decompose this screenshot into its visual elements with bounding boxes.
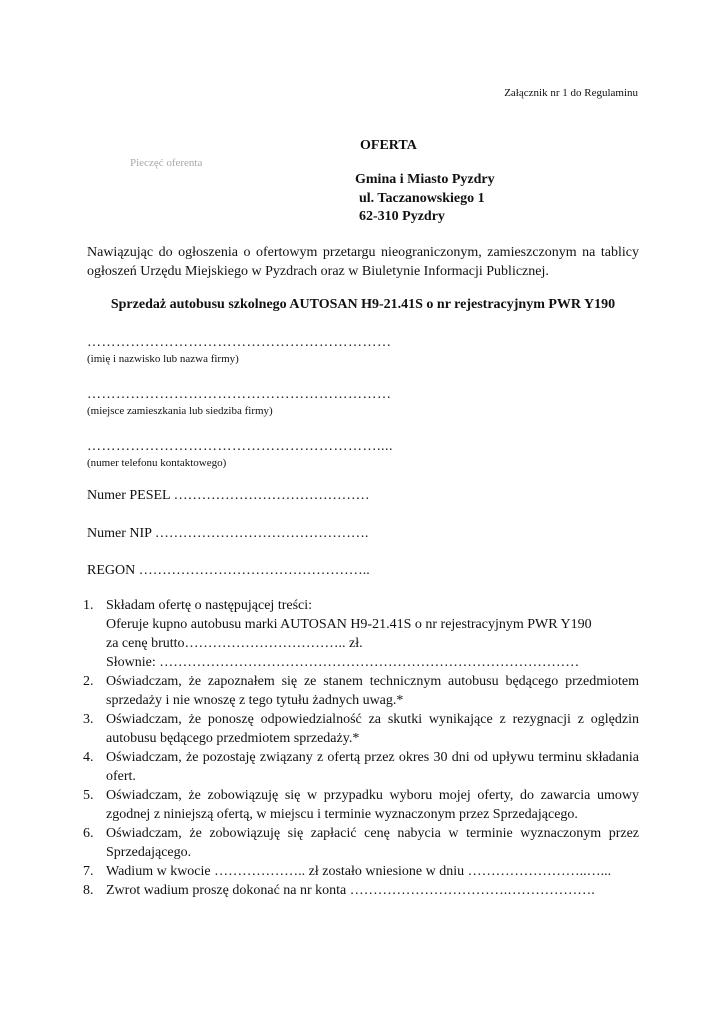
item-line: Składam ofertę o następującej treści: <box>106 598 313 613</box>
price-field[interactable]: za cenę brutto…………………………….. zł. <box>106 636 363 651</box>
name-field[interactable]: ……………………………………………………… <box>87 335 392 350</box>
declarations-list <box>83 596 639 900</box>
pesel-field[interactable]: Numer PESEL …………………………………… <box>87 488 370 503</box>
address-field-note: (miejsce zamieszkania lub siedziba firmy) <box>87 405 273 417</box>
item-text: Oświadczam, że zapoznałem się ze stanem technicznym autobusu będącego przedmiotem sprzedaży i nie wnoszę z tego tytułu żadnych uwag.* <box>106 674 639 708</box>
recipient-city: 62-310 Pyzdry <box>359 209 445 224</box>
item-number: 8. <box>83 883 94 898</box>
item-text: Oświadczam, że zobowiązuję się w przypadku wyboru mojej oferty, do zawarcia umowy zgodnej z niniejszą ofertą, w miejscu i terminie wyznaczonym przez Sprzedającego. <box>106 788 639 822</box>
list-item <box>83 862 639 881</box>
list-item <box>83 786 639 824</box>
item-text: Oświadczam, że ponoszę odpowiedzialność za skutki wynikające z rezygnacji z oględzin autobusu będącego przedmiotem sprzedaży.* <box>106 712 639 746</box>
item-number: 6. <box>83 826 94 841</box>
item-number: 2. <box>83 674 94 689</box>
list-item <box>83 710 639 748</box>
item-number: 4. <box>83 750 94 765</box>
item-number: 3. <box>83 712 94 727</box>
recipient-street: ul. Taczanowskiego 1 <box>359 191 485 206</box>
offer-subject: Sprzedaż autobusu szkolnego AUTOSAN H9-21.41S o nr rejestracyjnym PWR Y190 <box>110 297 616 312</box>
item-number: 7. <box>83 864 94 879</box>
name-field-note: (imię i nazwisko lub nazwa firmy) <box>87 353 239 365</box>
address-field[interactable]: ……………………………………………………… <box>87 387 392 402</box>
regon-field[interactable]: REGON ………………………………………….. <box>87 563 370 578</box>
account-field[interactable]: Zwrot wadium proszę dokonać na nr konta …………………………….………………. <box>106 883 595 898</box>
nip-field[interactable]: Numer NIP ………………………………………. <box>87 526 369 541</box>
document-title: OFERTA <box>360 138 417 153</box>
phone-field-note: (numer telefonu kontaktowego) <box>87 457 227 469</box>
list-item <box>83 672 639 710</box>
stamp-placeholder: Pieczęć oferenta <box>130 157 203 169</box>
item-number: 5. <box>83 788 94 803</box>
annex-label: Załącznik nr 1 do Regulaminu <box>504 87 638 99</box>
deposit-field[interactable]: Wadium w kwocie ……………….. zł zostało wniesione w dniu ……………………..…... <box>106 864 612 879</box>
item-text: Oświadczam, że pozostaję związany z ofertą przez okres 30 dni od upływu terminu składania ofert. <box>106 750 639 784</box>
list-item <box>83 881 639 900</box>
item-line: Oferuje kupno autobusu marki AUTOSAN H9-21.41S o nr rejestracyjnym PWR Y190 <box>106 617 592 632</box>
price-words-field[interactable]: Słownie: ……………………………………………………………………………… <box>106 655 580 670</box>
item-number: 1. <box>83 598 94 613</box>
phone-field[interactable]: …………………………………………………….... <box>87 439 393 454</box>
item-text: Oświadczam, że zobowiązuję się zapłacić cenę nabycia w terminie wyznaczonym przez Sprzedającego. <box>106 826 639 860</box>
recipient-name: Gmina i Miasto Pyzdry <box>355 172 495 187</box>
list-item <box>83 824 639 862</box>
list-item <box>83 748 639 786</box>
list-item <box>83 596 639 672</box>
intro-paragraph: Nawiązując do ogłoszenia o ofertowym przetargu nieograniczonym, zamieszczonym na tablicy ogłoszeń Urzędu Miejskiego w Pyzdrach oraz w Biuletynie Informacji Publicznej. <box>87 245 639 279</box>
